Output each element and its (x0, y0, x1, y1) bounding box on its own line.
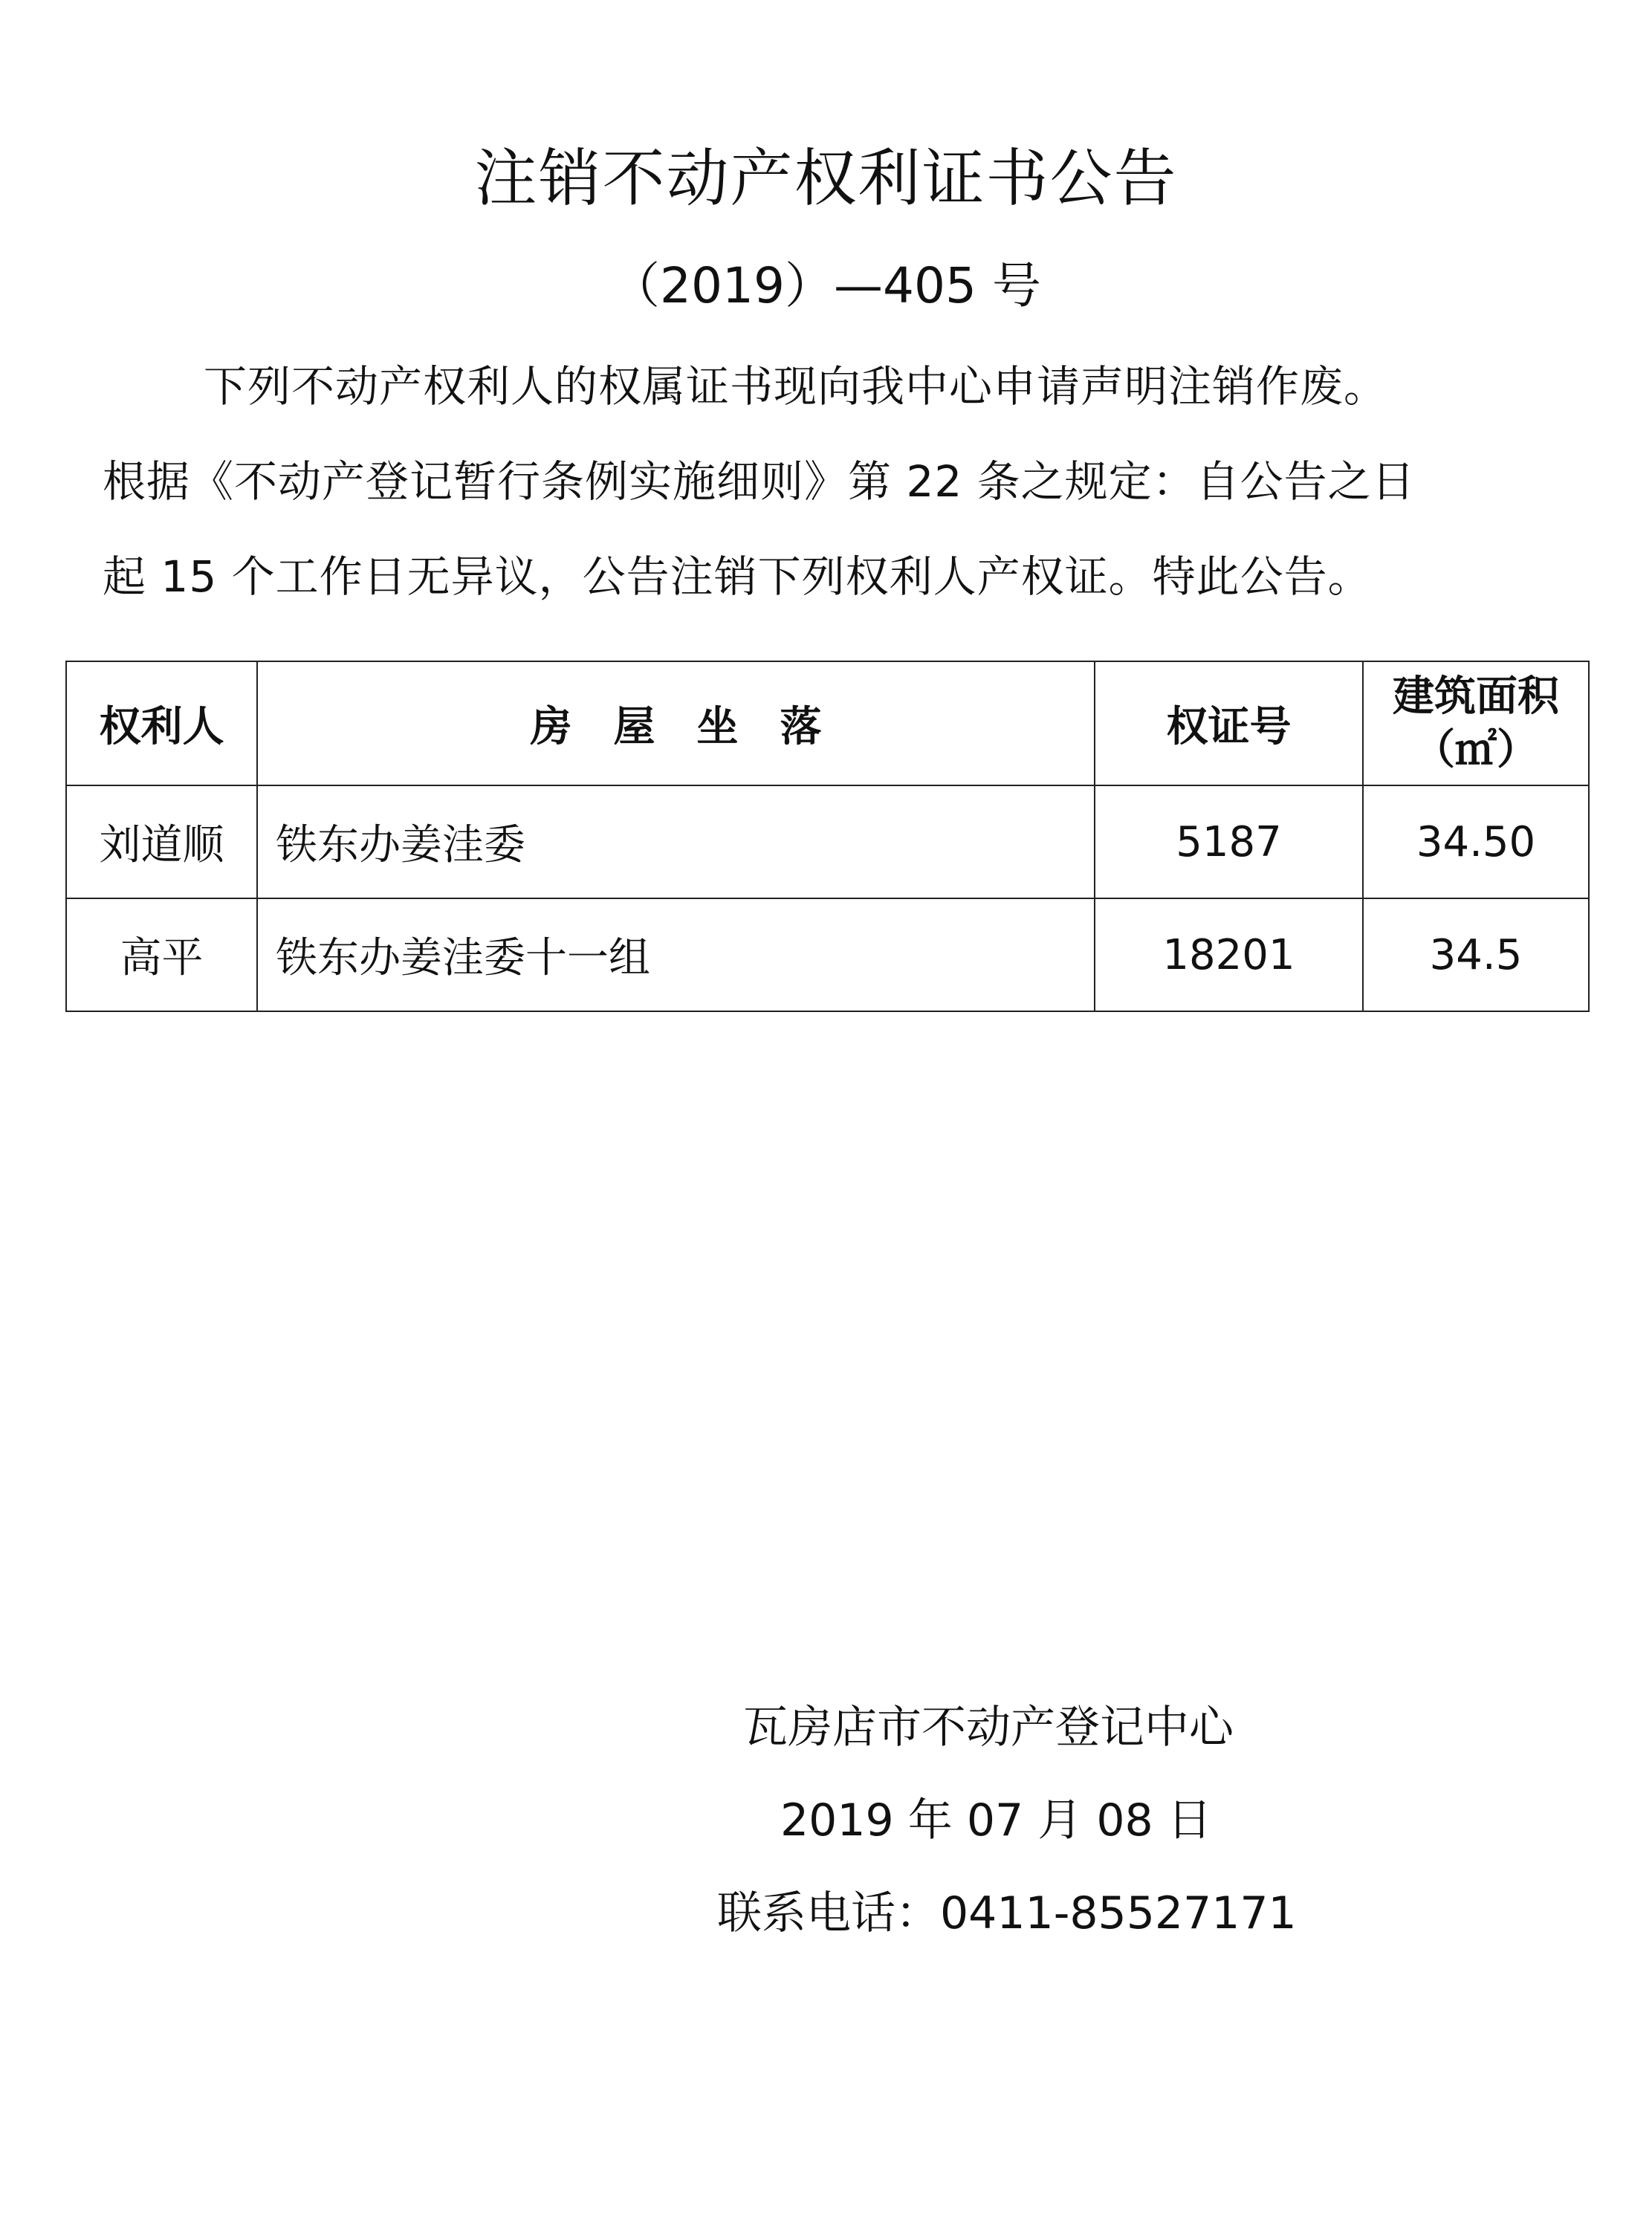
cell-location: 铁东办姜洼委 (257, 785, 1095, 898)
table-row (66, 785, 1589, 898)
notice-paragraph-line-3: 起 15 个工作日无异议，公告注销下列权利人产权证。特此公告。 (103, 551, 1372, 602)
cell-area: 34.5 (1363, 898, 1589, 1011)
cell-area: 34.50 (1363, 785, 1589, 898)
notice-paragraph-line-1: 下列不动产权利人的权属证书现向我中心申请声明注销作废。 (204, 361, 1388, 412)
cell-location: 铁东办姜洼委十一组 (257, 898, 1095, 1011)
issuer-name: 瓦房店市不动产登记中心 (743, 1702, 1234, 1754)
header-area-label: 建筑面积 (1393, 672, 1559, 721)
header-area-unit: （㎡） (1413, 725, 1538, 774)
records-table (65, 661, 1590, 1012)
cell-cert-no: 18201 (1095, 898, 1363, 1011)
contact-phone: 联系电话：0411-85527171 (717, 1887, 1297, 1939)
issue-date: 2019 年 07 月 08 日 (780, 1794, 1212, 1846)
notice-number: （2019）—405 号 (611, 257, 1041, 314)
header-area (1363, 661, 1589, 785)
cell-holder: 刘道顺 (66, 785, 257, 898)
cell-cert-no: 5187 (1095, 785, 1363, 898)
header-cert-no: 权证号 (1095, 661, 1363, 785)
notice-title: 注销不动产权利证书公告 (474, 142, 1178, 215)
cell-holder: 高平 (66, 898, 257, 1011)
table-row (66, 898, 1589, 1011)
table-header-row (66, 661, 1589, 785)
notice-paragraph-line-2: 根据《不动产登记暂行条例实施细则》第 22 条之规定：自公告之日 (103, 456, 1416, 507)
header-holder: 权利人 (66, 661, 257, 785)
header-location: 房 屋 坐 落 (257, 661, 1095, 785)
